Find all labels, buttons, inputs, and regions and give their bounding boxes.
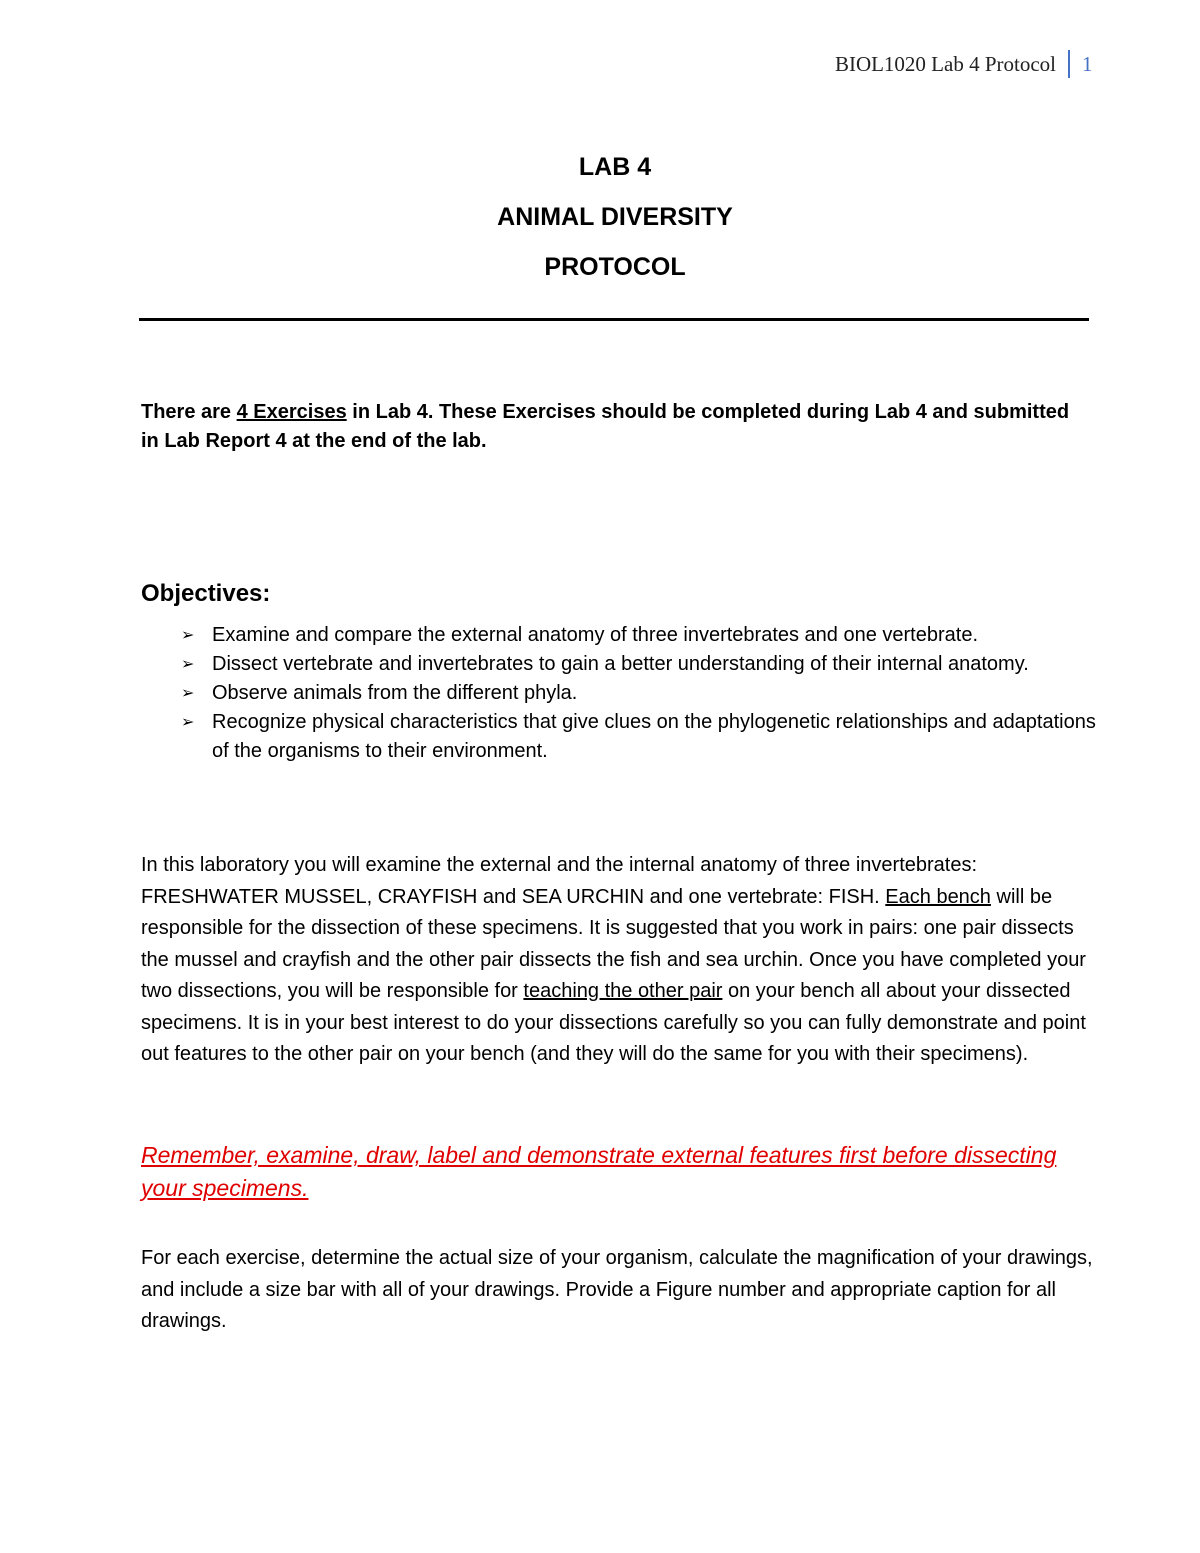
title-divider [139, 318, 1089, 321]
arrow-bullet-icon: ➢ [181, 685, 195, 702]
page-header [835, 50, 1100, 78]
intro-text-2: in Lab 4. These Exercises should be completed during Lab 4 and submitted in Lab Report 4 at the end of the lab. [141, 401, 1070, 452]
arrow-bullet-icon: ➢ [181, 627, 195, 644]
objective-item: ➢ Dissect vertebrate and invertebrates to gain a better understanding of their internal anatomy. [141, 650, 1101, 679]
lab-description-paragraph: In this laboratory you will examine the external and the internal anatomy of three invertebrates: FRESHWATER MUSSEL, CRAYFISH and SEA URCHIN and one vertebrate: FISH. Each bench will be responsible for the dissection of these specimens. It is suggested that you work in pairs: one pair dissects the mussel and crayfish and the other pair dissects the fish and sea urchin. Once you have completed your two dissections, you will be responsible for teaching the other pair on your bench all about your dissected specimens. It is in your best interest to do your dissections carefully so you can fully demonstrate and point out features to the other pair on your bench (and they will do the same for you with their specimens). [141, 854, 1086, 1065]
objective-item: ➢ Observe animals from the different phyla. [141, 679, 1101, 708]
teaching-other-pair-emphasis: teaching the other pair [523, 980, 723, 1002]
arrow-bullet-icon: ➢ [181, 656, 195, 673]
objectives-heading: Objectives: [141, 580, 271, 607]
arrow-bullet-icon: ➢ [181, 714, 195, 731]
document-title [0, 142, 1200, 292]
objective-item: ➢ Examine and compare the external anatomy of three invertebrates and one vertebrate. [141, 621, 1101, 650]
header-title: BIOL1020 Lab 4 Protocol [834, 51, 1056, 76]
drawing-instructions-paragraph: For each exercise, determine the actual size of your organism, calculate the magnification of your drawings, and include a size bar with all of your drawings. Provide a Figure number and appropriate caption for all drawings. [141, 1247, 1093, 1332]
objective-item: ➢ Recognize physical characteristics that give clues on the phylogenetic relationships and adaptations of the organisms to their environment. [141, 708, 1101, 766]
intro-text-1: There are [141, 401, 237, 423]
title-line-3: PROTOCOL [544, 253, 686, 281]
objectives-list [141, 621, 1101, 766]
page-number: 1 [1082, 51, 1093, 76]
intro-paragraph [141, 398, 1091, 456]
intro-exercise-count: 4 Exercises [236, 401, 347, 423]
title-line-2: ANIMAL DIVERSITY [497, 203, 733, 231]
title-line-1: LAB 4 [578, 153, 652, 181]
each-bench-emphasis: Each bench [885, 885, 991, 908]
reminder-note: Remember, examine, draw, label and demonstrate external features first before dissecting your specimens. [141, 1142, 1057, 1201]
